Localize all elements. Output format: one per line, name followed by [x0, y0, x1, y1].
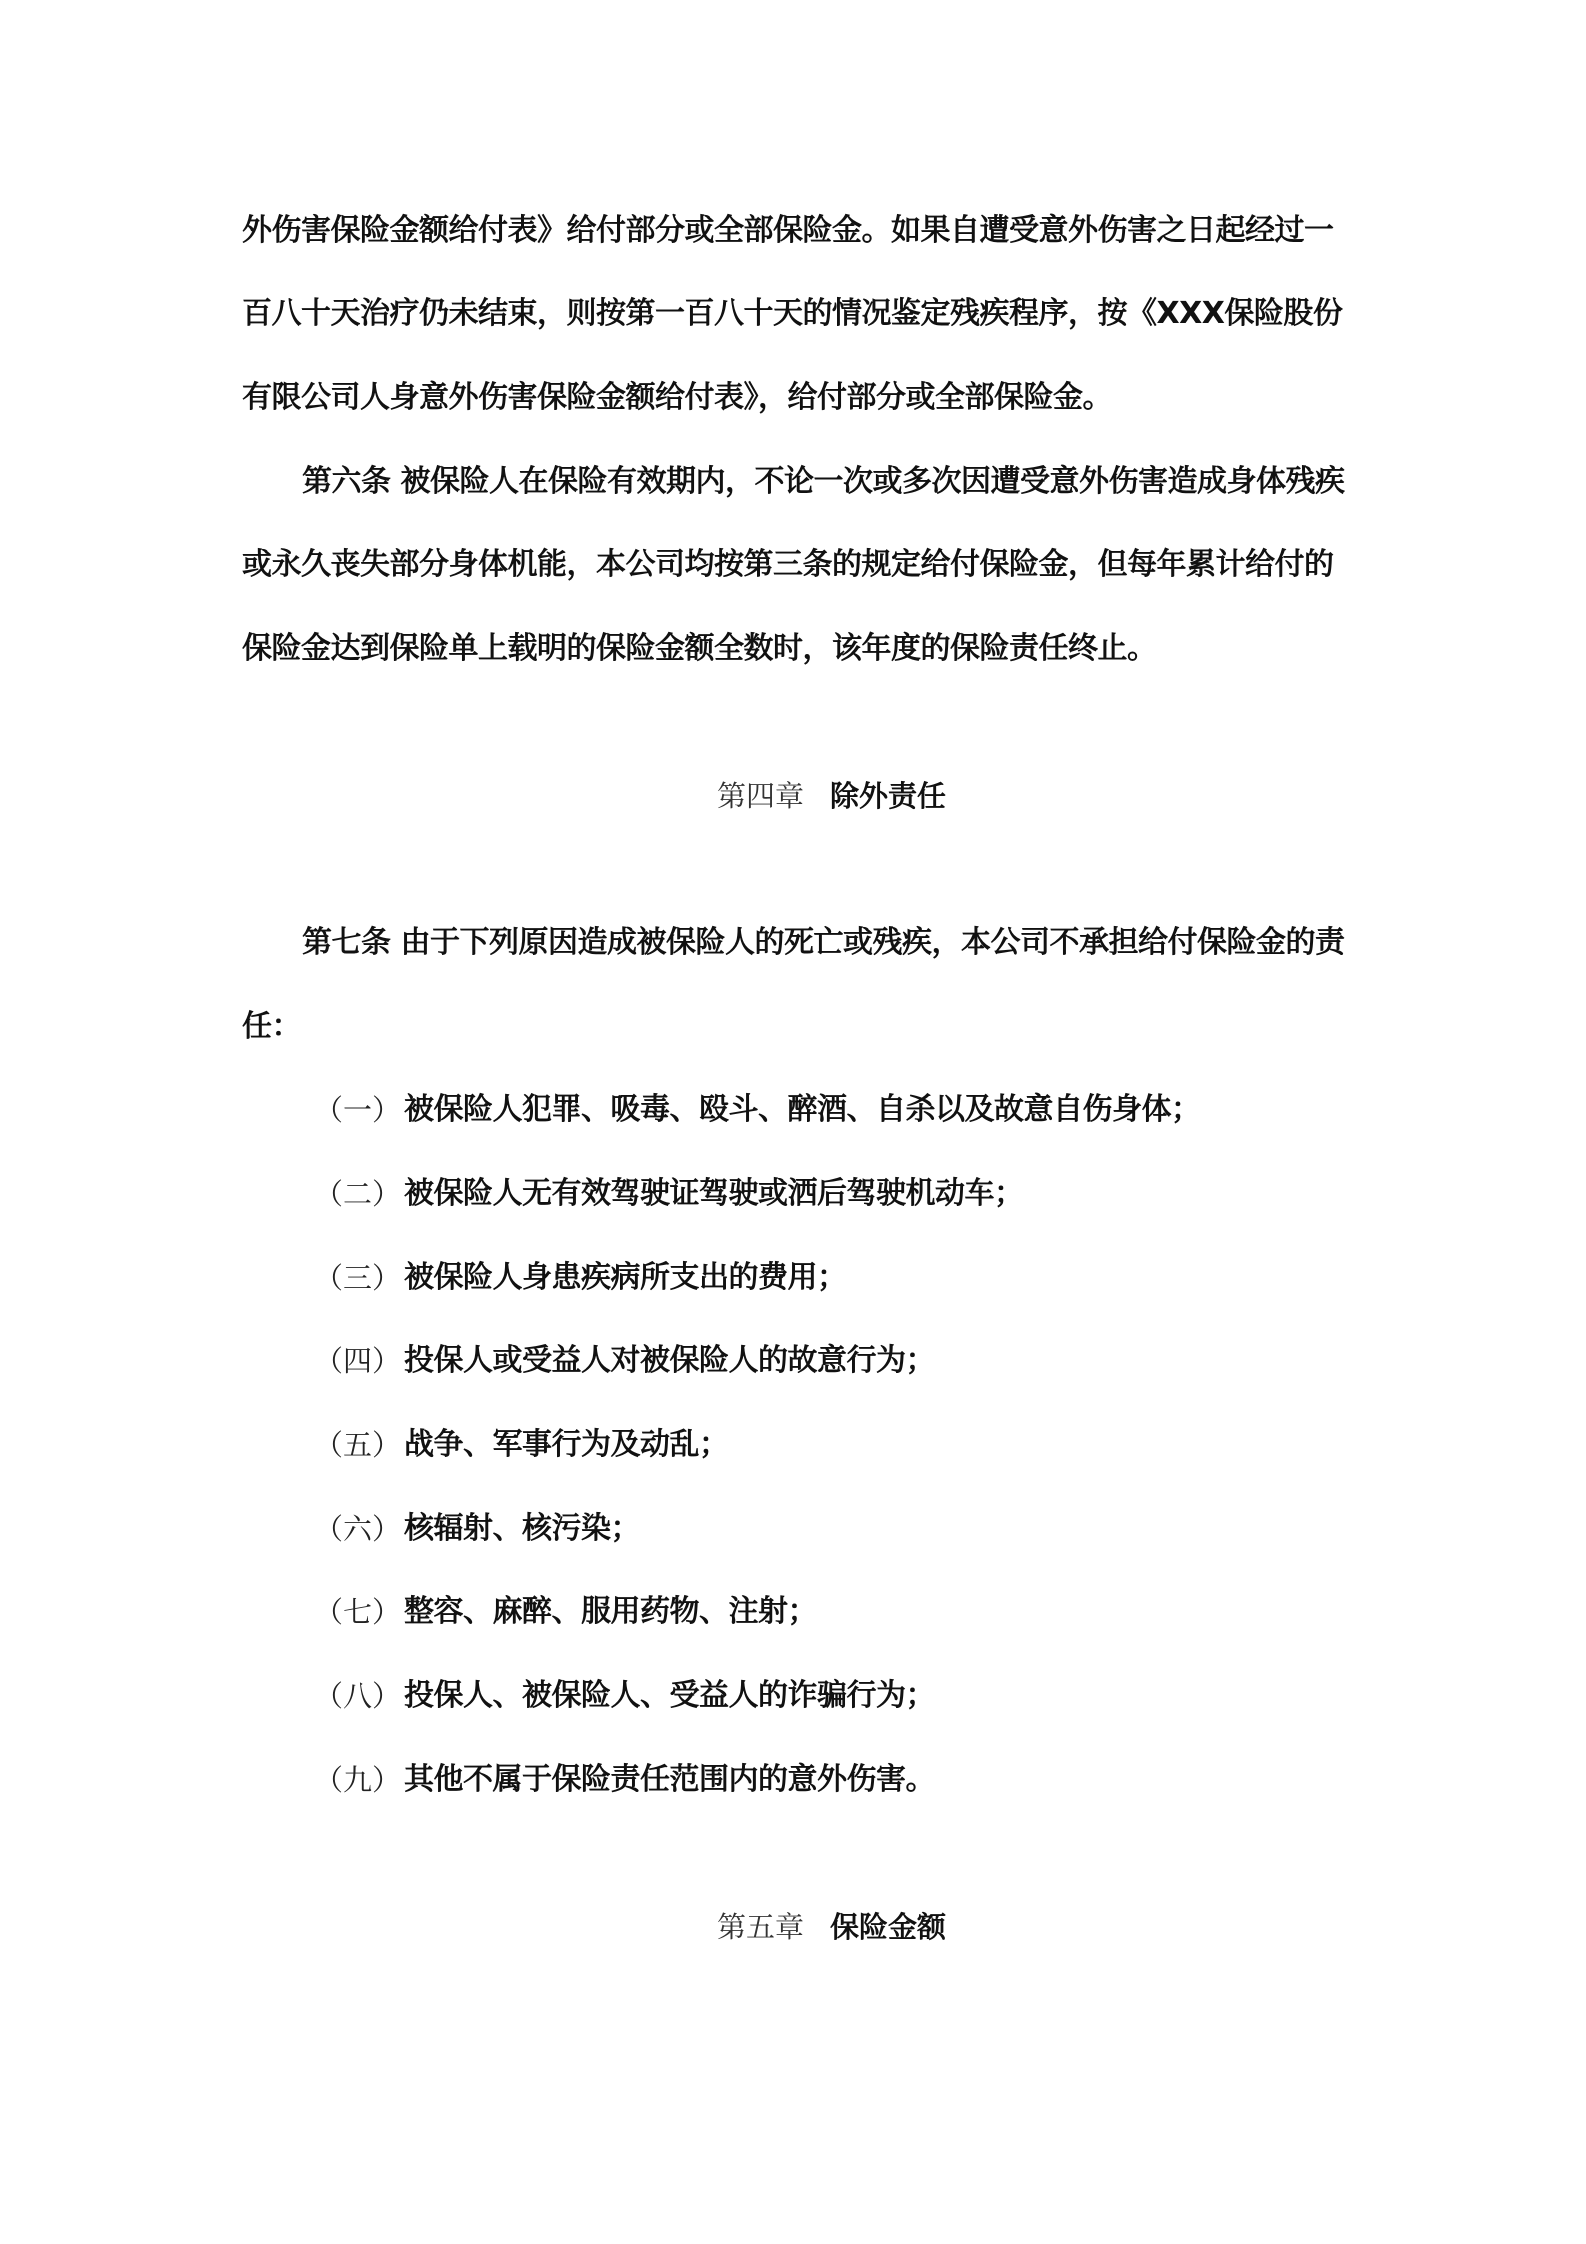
article-7-line: 第七条 由于下列原因造成被保险人的死亡或残疾，本公司不承担给付保险金的责	[302, 925, 1345, 960]
list-item: 投保人或受益人对被保险人的故意行为；	[404, 1343, 935, 1378]
article-6-line: 保险金达到保险单上载明的保险金额全数时，该年度的保险责任终止。	[242, 631, 1157, 666]
paragraph-line: 外伤害保险金额给付表》给付部分或全部保险金。如果自遭受意外伤害之日起经过一	[242, 213, 1334, 248]
chapter-5-heading	[717, 1909, 946, 1945]
list-item: 投保人、被保险人、受益人的诈骗行为；	[404, 1678, 935, 1713]
article-7-line: 任：	[242, 1009, 301, 1044]
article-6-line: 或永久丧失部分身体机能，本公司均按第三条的规定给付保险金，但每年累计给付的	[242, 547, 1334, 582]
list-item: 战争、军事行为及动乱；	[404, 1427, 729, 1462]
list-item: 整容、麻醉、服用药物、注射；	[404, 1594, 817, 1629]
list-item: 核辐射、核污染；	[404, 1511, 640, 1546]
chapter-title: 除外责任	[830, 779, 947, 813]
list-item: 其他不属于保险责任范围内的意外伤害。	[404, 1762, 935, 1797]
chapter-number: 第五章	[717, 1910, 805, 1944]
list-item: 被保险人犯罪、吸毒、殴斗、醉酒、自杀以及故意自伤身体；	[404, 1092, 1201, 1127]
list-item-number: （二）	[314, 1177, 402, 1211]
article-6-line: 第六条 被保险人在保险有效期内，不论一次或多次因遭受意外伤害造成身体残疾	[302, 464, 1345, 499]
list-item-number: （一）	[314, 1093, 402, 1127]
list-item-number: （九）	[314, 1763, 402, 1797]
list-item-number: （七）	[314, 1595, 402, 1629]
paragraph-line: 有限公司人身意外伤害保险金额给付表》，给付部分或全部保险金。	[242, 380, 1112, 415]
paragraph-line: 百八十天治疗仍未结束，则按第一百八十天的情况鉴定残疾程序，按《XXX保险股份	[242, 296, 1343, 331]
chapter-title: 保险金额	[830, 1910, 947, 1944]
list-item-number: （四）	[314, 1344, 402, 1378]
list-item-number: （三）	[314, 1261, 402, 1295]
list-item-number: （八）	[314, 1679, 402, 1713]
list-item-number: （五）	[314, 1428, 402, 1462]
chapter-number: 第四章	[717, 779, 805, 813]
list-item: 被保险人身患疾病所支出的费用；	[404, 1260, 847, 1295]
list-item-number: （六）	[314, 1512, 402, 1546]
chapter-4-heading	[717, 778, 946, 814]
list-item: 被保险人无有效驾驶证驾驶或洒后驾驶机动车；	[404, 1176, 1024, 1211]
